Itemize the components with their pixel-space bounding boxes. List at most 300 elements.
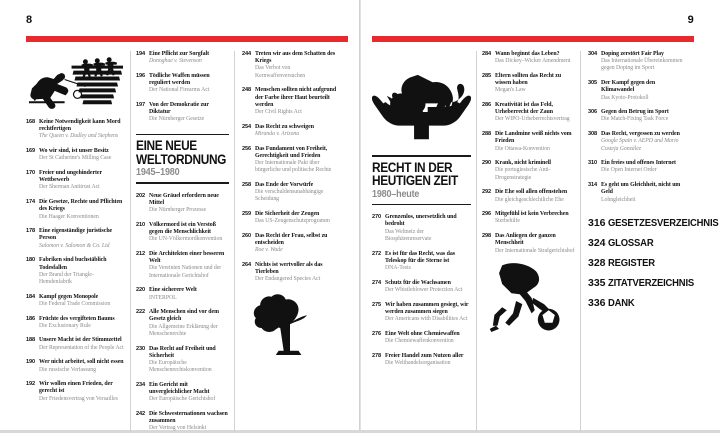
toc-page-number: 284 — [482, 51, 492, 57]
toc-title: Eine sicherere Welt — [149, 287, 197, 294]
toc-page-number: 275 — [372, 301, 382, 308]
toc-subtitle: Die Nürnberger Gesetze — [149, 116, 205, 123]
toc-entry[interactable] — [482, 102, 575, 124]
toc-page-number: 278 — [372, 352, 382, 359]
toc-text — [39, 316, 125, 330]
right-columns — [372, 51, 719, 433]
toc-page-number: 296 — [482, 211, 492, 218]
toc-entry[interactable] — [372, 251, 471, 273]
toc-entry[interactable] — [136, 73, 229, 95]
toc-entry[interactable] — [242, 146, 338, 175]
toc-entry[interactable] — [26, 119, 125, 141]
toc-page-number: 220 — [136, 287, 146, 294]
toc-text — [149, 309, 229, 338]
toc-page-number: 308 — [588, 131, 598, 138]
left-col2-bottom-entries — [136, 193, 229, 433]
toc-subtitle: Die Open Internet Order — [601, 167, 657, 174]
toc-text — [601, 80, 684, 102]
toc-page-number: 186 — [26, 315, 36, 322]
toc-subtitle: Die Chemiewaffenkonvention — [385, 337, 454, 344]
toc-text — [495, 189, 575, 203]
right-column-1 — [372, 51, 476, 433]
toc-title: Eine Welt ohne Chemiewaffen — [385, 330, 460, 337]
toc-text — [39, 257, 125, 286]
toc-title: Treten wir aus dem Schatten des Kriegs — [255, 51, 336, 65]
toc-title: Neue Gräuel erfordern neue Mittel — [149, 192, 219, 207]
toc-entry[interactable] — [26, 228, 125, 250]
toc-entry[interactable] — [26, 337, 125, 351]
toc-title: Das Fundament von Freiheit, Gerechtigkeit und Frieden — [255, 145, 328, 159]
toc-title: Unsere Macht ist der Stimmzettel — [39, 337, 122, 344]
toc-text — [149, 51, 229, 65]
toc-page-number: 258 — [242, 181, 252, 188]
toc-entry[interactable] — [136, 382, 229, 404]
toc-subtitle: DNA-Tests — [385, 264, 411, 271]
toc-entry[interactable] — [136, 346, 229, 375]
toc-subtitle: Die Federal Trade Commission — [39, 300, 111, 307]
toc-subtitle: Sterbehilfe — [495, 218, 520, 225]
toc-subtitle: Das Kyoto-Protokoll — [601, 94, 649, 101]
toc-title: Das Recht auf Freiheit und Sicherheit — [149, 345, 216, 359]
section-heading-recht-in-der-heutigen-zeit — [372, 155, 471, 205]
toc-title: Es ist für das Recht, was das Teleskop für die Sterne ist — [385, 250, 455, 264]
toc-entry[interactable] — [136, 287, 229, 301]
toc-subtitle: INTERPOL — [149, 294, 177, 301]
backmatter-label: DANK — [608, 296, 635, 309]
toc-subtitle: Das Verbot von Kernwaffenversuchen — [255, 65, 306, 79]
toc-title: Das Recht zu schweigen — [255, 123, 314, 130]
backmatter-page-number: 324 — [588, 236, 606, 249]
toc-title: Doping zerstört Fair Play — [601, 51, 664, 57]
toc-title: Das Recht der Frau, selbst zu entscheiden — [255, 232, 328, 247]
section-rule-bottom — [372, 204, 471, 206]
toc-page-number: 314 — [588, 182, 598, 189]
toc-subtitle: Das Internationale Übereinkommen gegen Doping im Sport — [601, 58, 683, 72]
backmatter-list — [588, 216, 719, 309]
toc-subtitle: Der Endangered Species Act — [255, 276, 321, 283]
right-page — [360, 0, 720, 430]
toc-subtitle: Die Match-Fixing Task Force — [601, 116, 669, 123]
toc-entry[interactable] — [26, 199, 125, 221]
toc-title: Wir haben zusammen gesiegt, wir werden zusammen siegen — [385, 301, 469, 315]
toc-entry[interactable] — [242, 211, 338, 225]
backmatter-row[interactable] — [588, 238, 684, 249]
toc-page-number: 169 — [26, 148, 36, 155]
toc-title: Kreativität ist das Feld, Urheberrecht der Zaun — [495, 102, 553, 116]
toc-text — [39, 381, 125, 403]
toc-text — [39, 294, 125, 308]
red-rule-right — [372, 36, 694, 42]
toc-title: Keine Notwendigkeit kann Mord rechtfertigen — [39, 119, 121, 133]
toc-page-number: 222 — [136, 309, 146, 316]
toc-page-number: 174 — [26, 199, 36, 206]
toc-subtitle: Die Exclusionary Rule — [39, 322, 91, 329]
toc-title: Fabriken sind buchstäblich Todesfallen — [39, 257, 107, 271]
toc-entry[interactable] — [372, 302, 471, 324]
left-page — [0, 0, 360, 430]
toc-title: Die Ehe soll allen offenstehen — [495, 189, 568, 196]
toc-title: Von der Demokratie zur Diktatur — [149, 102, 209, 116]
toc-page-number: 305 — [588, 80, 598, 87]
toc-title: Freier Handel zum Nutzen aller — [385, 352, 464, 359]
toc-subtitle: Die verschuldensunabhängige Scheidung — [255, 189, 324, 203]
toc-entry[interactable] — [136, 411, 229, 433]
toc-title: Mitgefühl ist kein Verbrechen — [495, 211, 569, 218]
toc-entry[interactable] — [26, 257, 125, 286]
toc-entry[interactable] — [588, 51, 684, 73]
backmatter-row[interactable] — [588, 216, 719, 229]
toc-subtitle: Die Vereinten Nationen und der Internationale Gerichtshof — [149, 265, 222, 279]
toc-entry[interactable] — [588, 182, 684, 204]
tree-silhouette-illustration — [242, 291, 338, 355]
toc-title: Ein freies und offenes Internet — [601, 160, 676, 167]
toc-subtitle: Die portugiesische Anti-Drogenstrategie — [495, 167, 551, 181]
toc-page-number: 197 — [136, 102, 146, 109]
toc-entry[interactable] — [136, 251, 229, 280]
backmatter-row[interactable] — [588, 276, 695, 289]
toc-title: Die Gesetze, Rechte und Pflichten des Kriegs — [39, 199, 123, 213]
toc-page-number: 290 — [482, 160, 492, 167]
toc-subtitle: Der Representation of the People Act — [39, 344, 124, 351]
toc-subtitle: Google Spain v. AEPD and Mario Costeja González — [601, 138, 679, 152]
page-number-left: 8 — [26, 14, 33, 26]
right-col3-entries — [588, 51, 684, 204]
man-pulling-rope-illustration — [26, 53, 125, 109]
toc-page-number: 298 — [482, 233, 492, 240]
toc-title: Gegen den Betrug im Sport — [601, 109, 669, 116]
toc-entry[interactable] — [482, 51, 575, 65]
left-column-1 — [26, 51, 130, 433]
right-folio-row — [372, 14, 694, 32]
toc-page-number: 192 — [26, 381, 36, 388]
backmatter-page-number: 336 — [588, 296, 606, 309]
backmatter-row[interactable] — [588, 298, 684, 309]
left-column-3 — [234, 51, 338, 433]
right-column-3 — [580, 51, 719, 433]
toc-entry[interactable] — [26, 316, 125, 330]
toc-subtitle: Das Weltnetz der Biosphärenreservate — [385, 228, 432, 242]
toc-subtitle: Die gleichgeschlechtliche Ehe — [495, 196, 564, 203]
toc-subtitle: Die Haager Konventionen — [39, 213, 99, 220]
toc-entry[interactable] — [242, 87, 338, 116]
toc-entry[interactable] — [482, 73, 575, 95]
toc-subtitle: Der Brand der Triangle-Hemdenfabrik — [39, 271, 94, 285]
toc-title: Menschen sollten nicht aufgrund der Farbe ihrer Haut beurteilt werden — [255, 87, 337, 108]
toc-page-number: 242 — [136, 410, 146, 417]
toc-entry[interactable] — [588, 160, 684, 174]
toc-page-number: 260 — [242, 232, 252, 239]
toc-title: Wir wollen einen Frieden, der gerecht ist — [39, 381, 113, 395]
toc-entry[interactable] — [482, 189, 575, 203]
toc-entry[interactable] — [372, 353, 471, 367]
backmatter-page-number: 335 — [588, 276, 606, 289]
toc-text — [255, 124, 338, 138]
toc-entry[interactable] — [482, 160, 575, 182]
toc-text — [495, 211, 575, 225]
section-rule-bottom — [136, 182, 229, 184]
toc-page-number: 210 — [136, 221, 146, 228]
toc-subtitle: Roe v. Wade — [255, 247, 283, 254]
toc-text — [385, 280, 471, 294]
toc-text — [495, 233, 575, 255]
toc-page-number: 256 — [242, 145, 252, 152]
toc-subtitle: Der Europäische Gerichtshof — [149, 396, 216, 403]
toc-title: Früchte des vergifteten Baums — [39, 315, 115, 322]
left-col1-entries — [26, 119, 125, 403]
toc-subtitle: Die Allgemeine Erklärung der Menschenrechte — [149, 323, 218, 337]
toc-text — [149, 287, 229, 301]
toc-subtitle: Salomon v. Salomon & Co. Ltd — [39, 242, 110, 249]
toc-title: Es geht um Gleichheit, nicht um Geld — [601, 182, 681, 196]
toc-text — [39, 119, 125, 141]
red-rule-left — [26, 36, 348, 42]
toc-page-number: 168 — [26, 119, 36, 125]
toc-page-number: 276 — [372, 330, 382, 337]
toc-subtitle: Der Americans with Disabilities Act — [385, 315, 468, 322]
toc-entry[interactable] — [26, 148, 125, 162]
backmatter-label: GESETZESVERZEICHNIS — [608, 216, 719, 229]
toc-page-number: 202 — [136, 192, 146, 199]
toc-page-number: 212 — [136, 251, 146, 258]
toc-text — [255, 182, 338, 204]
toc-title: Nichts ist wertvoller als das Tierleben — [255, 261, 323, 276]
toc-subtitle: Der Civil Rights Act — [255, 108, 302, 115]
toc-entry[interactable] — [482, 131, 575, 153]
toc-text — [39, 228, 125, 250]
toc-text — [149, 222, 229, 244]
toc-entry[interactable] — [242, 51, 338, 80]
hands-holding-elephant-and-rhino-illustration — [372, 53, 471, 145]
toc-text — [149, 382, 229, 404]
toc-text — [601, 182, 684, 204]
toc-title: Tödliche Waffen müssen reguliert werden — [149, 72, 210, 87]
toc-entry[interactable] — [242, 233, 338, 255]
toc-subtitle: Der National Firearms Act — [149, 87, 210, 94]
toc-text — [601, 160, 684, 174]
toc-page-number: 190 — [26, 359, 36, 366]
toc-text — [255, 146, 338, 175]
toc-subtitle: Donoghue v. Stevenson — [149, 58, 202, 65]
toc-subtitle: Die Europäische Menschenrechtskonvention — [149, 359, 212, 374]
toc-entry[interactable] — [136, 222, 229, 244]
toc-text — [149, 346, 229, 375]
toc-entry[interactable] — [372, 214, 471, 243]
toc-entry[interactable] — [372, 331, 471, 345]
backmatter-page-number: 316 — [588, 216, 606, 229]
toc-page-number: 285 — [482, 72, 492, 79]
toc-page-number: 304 — [588, 51, 598, 57]
toc-entry[interactable] — [372, 280, 471, 294]
toc-page-number: 254 — [242, 123, 252, 130]
backmatter-label: REGISTER — [608, 256, 655, 269]
toc-subtitle: Die russische Verfassung — [39, 366, 96, 373]
toc-title: Alle Menschen sind vor dem Gesetz gleich — [149, 309, 219, 323]
toc-page-number: 264 — [242, 261, 252, 268]
toc-entry[interactable] — [136, 102, 229, 124]
toc-subtitle: The Queen v. Dudley and Stephens — [39, 133, 119, 140]
toc-text — [495, 131, 575, 153]
toc-page-number: 274 — [372, 279, 382, 286]
toc-title: Ein Gericht mit unvergleichlicher Macht — [149, 381, 210, 396]
section-years: 1945–1980 — [136, 167, 180, 179]
toc-text — [255, 262, 338, 284]
toc-title: Grenzenlos, unersetzlich und bedroht — [385, 214, 457, 228]
toc-subtitle: Die Nürnberger Prozesse — [149, 207, 207, 214]
toc-title: Freier und ungehinderter Wettbewerb — [39, 170, 102, 184]
left-columns — [26, 51, 348, 433]
toc-entry[interactable] — [136, 309, 229, 338]
toc-text — [149, 73, 229, 95]
toc-page-number: 244 — [242, 51, 252, 57]
left-column-2 — [130, 51, 234, 433]
toc-text — [39, 199, 125, 221]
left-folio-row — [26, 14, 348, 32]
toc-text — [385, 331, 471, 345]
toc-subtitle: Der St Catherine's Milling Case — [39, 155, 112, 162]
toc-title: Krank, nicht kriminell — [495, 160, 552, 167]
toc-subtitle: Der Internationale Pakt über bürgerliche und politische Rechte — [255, 159, 332, 174]
backmatter-page-number: 328 — [588, 256, 606, 269]
toc-text — [495, 102, 575, 124]
toc-title: Eine Pflicht zur Sorgfalt — [149, 51, 209, 57]
toc-text — [385, 251, 471, 273]
toc-entry[interactable] — [242, 124, 338, 138]
toc-entry[interactable] — [588, 131, 684, 153]
toc-text — [255, 51, 338, 80]
toc-page-number: 184 — [26, 293, 36, 300]
toc-page-number: 310 — [588, 160, 598, 167]
toc-subtitle: Lohngleichheit — [601, 196, 636, 203]
toc-entry[interactable] — [242, 182, 338, 204]
toc-subtitle: Der Vertrag von Helsinki — [149, 425, 207, 432]
toc-text — [39, 148, 125, 162]
toc-title: Wann beginnt das Leben? — [495, 51, 560, 57]
toc-title: Die Landmine weiß nichts vom Frieden — [495, 131, 572, 145]
toc-title: Völkermord ist ein Verstoß gegen die Menschlichkeit — [149, 221, 216, 236]
toc-text — [149, 102, 229, 124]
toc-subtitle: Der WIPO-Urheberrechtsvertrag — [495, 116, 570, 123]
toc-text — [495, 51, 575, 65]
section-rule-top — [136, 134, 229, 136]
toc-page-number: 259 — [242, 210, 252, 217]
toc-page-number: 288 — [482, 131, 492, 138]
toc-entry[interactable] — [26, 294, 125, 308]
toc-page-number: 234 — [136, 381, 146, 388]
toc-page-number: 248 — [242, 87, 252, 94]
left-col2-top-entries — [136, 51, 229, 124]
soccer-ball-and-legs-illustration — [482, 262, 575, 332]
toc-title: Eine eigenständige juristische Person — [39, 228, 113, 242]
toc-subtitle: Der Sherman Antitrust Act — [39, 184, 100, 191]
toc-title: Wer nicht arbeitet, soll nicht essen — [39, 359, 124, 366]
toc-page-number: 230 — [136, 345, 146, 352]
toc-text — [149, 411, 229, 433]
backmatter-label: ZITATVERZEICHNIS — [608, 276, 695, 289]
right-col2-entries — [482, 51, 575, 255]
toc-text — [601, 131, 684, 153]
right-column-2 — [476, 51, 580, 433]
toc-title: Die Sicherheit der Zeugen — [255, 210, 320, 217]
toc-subtitle: Der Whistleblower Protection Act — [385, 286, 463, 293]
toc-title: Der Kampf gegen den Klimawandel — [601, 80, 656, 94]
toc-text — [385, 353, 471, 367]
toc-text — [495, 160, 575, 182]
toc-entry[interactable] — [242, 262, 338, 284]
left-col3-entries — [242, 51, 338, 284]
toc-entry[interactable] — [26, 359, 125, 373]
toc-page-number: 188 — [26, 337, 36, 344]
toc-text — [39, 359, 125, 373]
toc-entry[interactable] — [482, 211, 575, 225]
toc-page-number: 180 — [26, 257, 36, 264]
toc-text — [149, 193, 229, 215]
toc-title: Die Schwesternationen wachsen zusammen — [149, 410, 228, 425]
toc-entry[interactable] — [482, 233, 575, 255]
toc-page-number: 306 — [588, 109, 598, 116]
section-years: 1980–heute — [372, 188, 420, 200]
toc-page-number: 292 — [482, 189, 492, 196]
toc-entry[interactable] — [588, 109, 684, 123]
toc-subtitle: Die Welthandelsorganisation — [385, 359, 451, 366]
toc-subtitle: Der Friedensvertrag von Versailles — [39, 395, 118, 402]
toc-entry[interactable] — [588, 80, 684, 102]
section-heading-eine-neue-weltordnung — [136, 134, 229, 184]
right-col1-entries — [372, 214, 471, 367]
toc-entry[interactable] — [136, 51, 229, 65]
toc-title: Schutz für die Wachsamen — [385, 279, 451, 286]
toc-title: Das Recht, vergessen zu werden — [601, 131, 680, 138]
section-rule-top — [372, 155, 471, 157]
toc-subtitle: Das Dickey–Wicker Amendment — [495, 58, 571, 65]
section-title: RECHT IN DER HEUTIGEN ZEIT — [372, 159, 458, 189]
toc-page-number: 178 — [26, 228, 36, 235]
toc-subtitle: Das US-Zeugenschutzprogramm — [255, 218, 330, 225]
toc-subtitle: Die UN-Völkermordkonvention — [149, 236, 223, 243]
toc-page-number: 272 — [372, 250, 382, 257]
toc-title: Die Architekten einer besseren Welt — [149, 251, 225, 265]
toc-text — [149, 251, 229, 280]
toc-page-number: 170 — [26, 170, 36, 177]
toc-subtitle: Miranda v. Arizona — [255, 130, 300, 137]
toc-title: Das Anliegen der ganzen Menschheit — [495, 233, 556, 247]
toc-text — [255, 87, 338, 116]
toc-entry[interactable] — [26, 170, 125, 192]
toc-page-number: 194 — [136, 51, 146, 57]
toc-text — [39, 337, 125, 351]
toc-text — [385, 302, 471, 324]
section-title: EINE NEUE WELTORDNUNG — [136, 138, 227, 167]
toc-text — [495, 73, 575, 95]
toc-subtitle: Der Internationale Strafgerichtshof — [495, 247, 575, 254]
toc-text — [601, 51, 684, 73]
toc-title: Kampf gegen Monopole — [39, 293, 99, 300]
toc-title: Das Ende der Vorwürfe — [255, 181, 314, 188]
toc-entry[interactable] — [26, 381, 125, 403]
toc-page-number: 286 — [482, 102, 492, 109]
toc-subtitle: Die Ottawa-Konvention — [495, 145, 550, 152]
toc-text — [385, 214, 471, 243]
page-gutter — [359, 0, 361, 430]
backmatter-label: GLOSSAR — [608, 236, 654, 249]
toc-text — [601, 109, 684, 123]
toc-page-number: 196 — [136, 72, 146, 79]
backmatter-row[interactable] — [588, 258, 684, 269]
toc-text — [255, 233, 338, 255]
toc-entry[interactable] — [136, 193, 229, 215]
toc-text — [255, 211, 338, 225]
toc-title: Wo wir sind, ist unser Besitz — [39, 148, 109, 155]
toc-subtitle: Megan's Law — [495, 87, 526, 94]
